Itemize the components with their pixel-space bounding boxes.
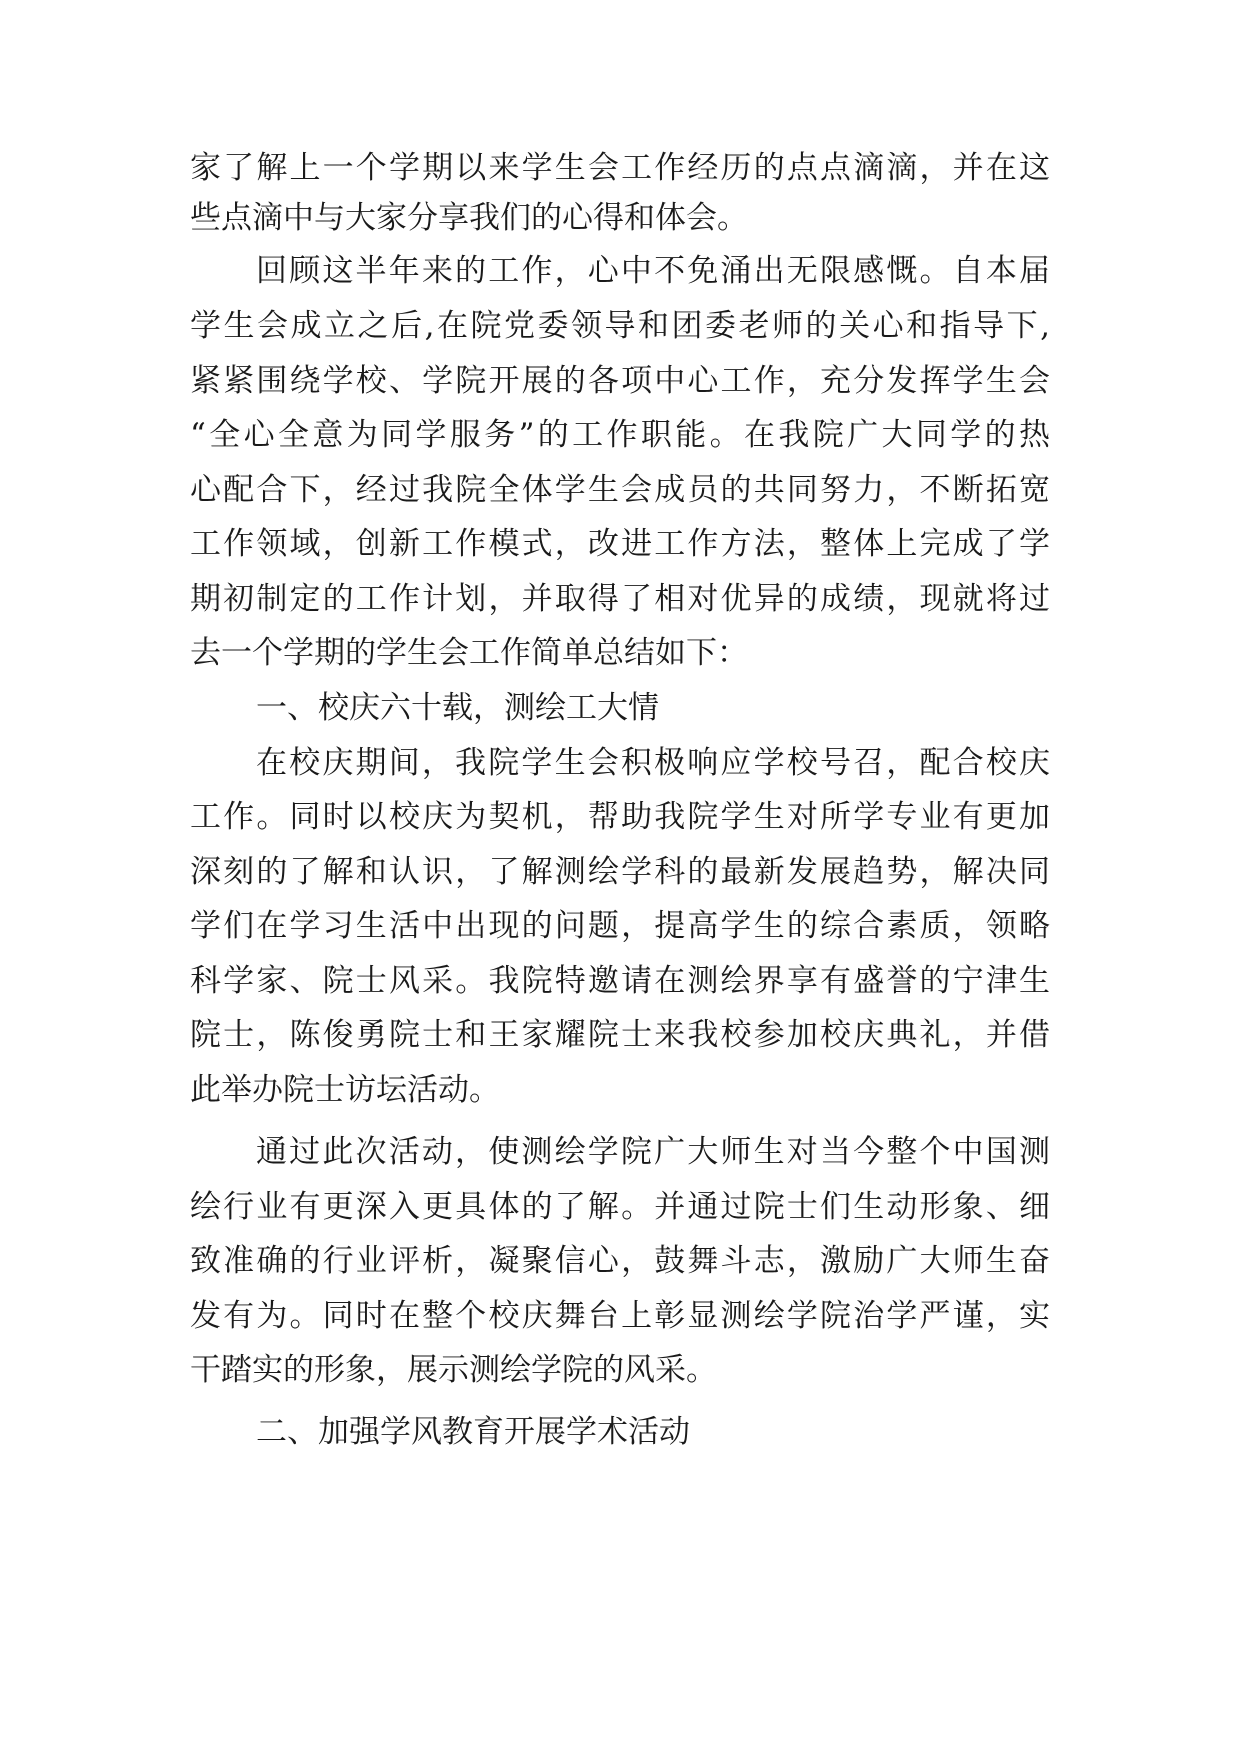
- text-line: “全心全意为同学服务”的工作职能。在我院广大同学的热: [190, 417, 1050, 453]
- text-line: 深刻的了解和认识，了解测绘学科的最新发展趋势，解决同: [190, 854, 1050, 890]
- text-line: 院士，陈俊勇院士和王家耀院士来我校参加校庆典礼，并借: [190, 1017, 1050, 1053]
- text-line: 心配合下，经过我院全体学生会成员的共同努力，不断拓宽: [190, 472, 1050, 508]
- text-line: 学生会成立之后,在院党委领导和团委老师的关心和指导下,: [190, 308, 1050, 344]
- text-line: 回顾这半年来的工作，心中不免涌出无限感慨。自本届: [256, 253, 1050, 289]
- text-line: 工作。同时以校庆为契机，帮助我院学生对所学专业有更加: [190, 799, 1050, 835]
- text-line: 紧紧围绕学校、学院开展的各项中心工作，充分发挥学生会: [190, 363, 1050, 399]
- text-line: 工作领域，创新工作模式，改进工作方法，整体上完成了学: [190, 526, 1050, 562]
- text-line: 干踏实的形象，展示测绘学院的风采。: [190, 1352, 717, 1388]
- text-line: 些点滴中与大家分享我们的心得和体会。: [190, 200, 748, 236]
- text-line: 在校庆期间，我院学生会积极响应学校号召，配合校庆: [256, 745, 1050, 781]
- section-heading: 一、校庆六十载，测绘工大情: [256, 690, 659, 726]
- text-line: 学们在学习生活中出现的问题，提高学生的综合素质，领略: [190, 908, 1050, 944]
- text-line: 家了解上一个学期以来学生会工作经历的点点滴滴，并在这: [190, 150, 1050, 186]
- text-line: 期初制定的工作计划，并取得了相对优异的成绩，现就将过: [190, 581, 1050, 617]
- text-line: 发有为。同时在整个校庆舞台上彰显测绘学院治学严谨，实: [190, 1298, 1050, 1334]
- text-line: 去一个学期的学生会工作简单总结如下：: [190, 635, 748, 671]
- text-line: 绘行业有更深入更具体的了解。并通过院士们生动形象、细: [190, 1189, 1050, 1225]
- text-line: 此举办院士访坛活动。: [190, 1072, 500, 1108]
- text-line: 致准确的行业评析，凝聚信心，鼓舞斗志，激励广大师生奋: [190, 1243, 1050, 1279]
- section-heading: 二、加强学风教育开展学术活动: [256, 1414, 690, 1450]
- text-line: 科学家、院士风采。我院特邀请在测绘界享有盛誉的宁津生: [190, 963, 1050, 999]
- text-line: 通过此次活动，使测绘学院广大师生对当今整个中国测: [256, 1134, 1050, 1170]
